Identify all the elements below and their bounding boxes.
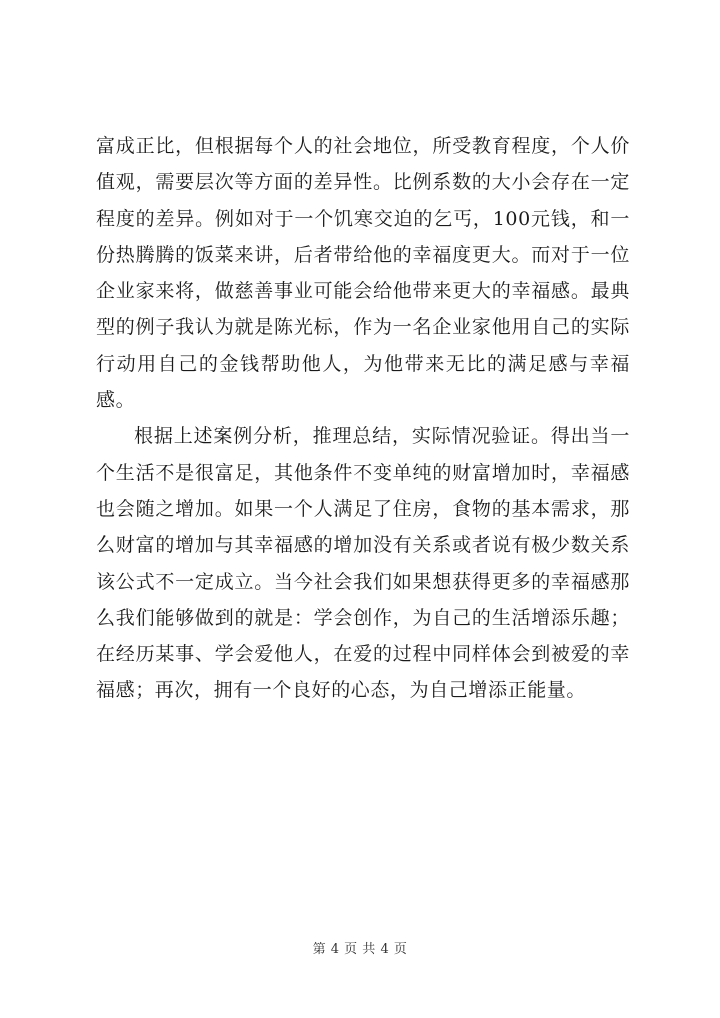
page-footer: 第 4 页 共 4 页	[312, 942, 408, 957]
paragraph-conclusion: 根据上述案例分析，推理总结，实际情况验证。得出当一个生活不是很富足，其他条件不变单纯的财富增加时，幸福感也会随之增加。如果一个人满足了住房，食物的基本需求，那么财富的增加与其幸福感的增加没有关系或者说有极少数关系该公式不一定成立。当今社会我们如果想获得更多的幸福感那么我们能够做到的就是：学会创作，为自己的生活增添乐趣；在经历某事、学会爱他人，在爱的过程中同样体会到被爱的幸福感；再次，拥有一个良好的心态，为自己增添正能量。	[96, 425, 630, 702]
document-body	[96, 128, 630, 709]
paragraph-continuation: 富成正比，但根据每个人的社会地位，所受教育程度，个人价值观，需要层次等方面的差异性。比例系数的大小会存在一定程度的差异。例如对于一个饥寒交迫的乞丐，100元钱，和一份热腾腾的饭菜来讲，后者带给他的幸福度更大。而对于一位企业家来将，做慈善事业可能会给他带来更大的幸福感。最典型的例子我认为就是陈光标，作为一名企业家他用自己的实际行动用自己的金钱帮助他人，为他带来无比的满足感与幸福感。	[96, 135, 630, 412]
